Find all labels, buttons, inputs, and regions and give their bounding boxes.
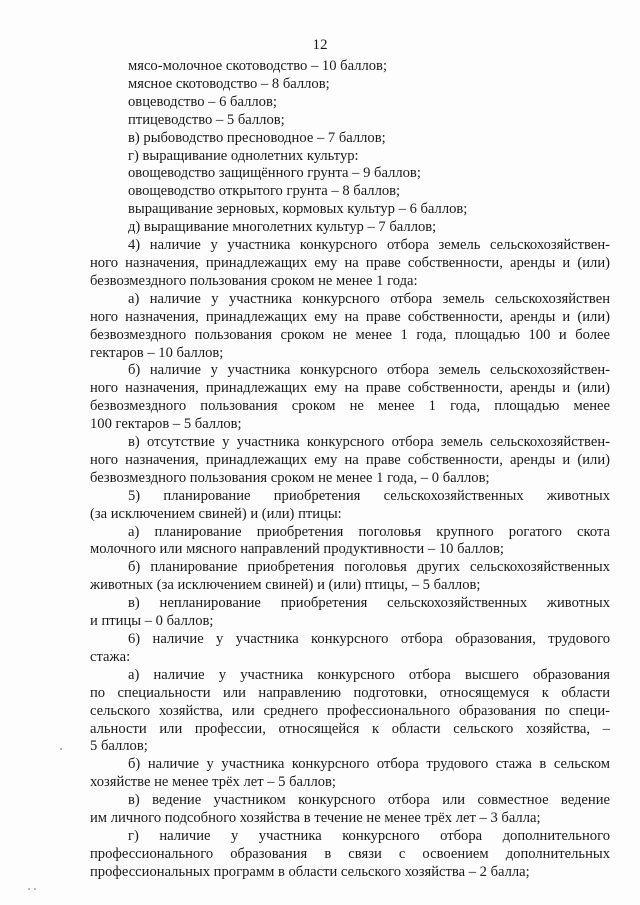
text-line: в) ведение участником конкурсного отбора или совместное ведение xyxy=(128,792,610,809)
text-line: альности или профессии, относящейся к области сельского хозяйства, – xyxy=(90,720,610,737)
text-line: молочного или мясного направлений продуктивности – 10 баллов; xyxy=(90,541,504,558)
text-line: по специальности или направлению подготовки, относящемуся к области xyxy=(90,684,610,701)
text-line: 4) наличие у участника конкурсного отбора земель сельскохозяйствен- xyxy=(128,237,610,254)
text-line: мясо-молочное скотоводство – 10 баллов; xyxy=(128,58,387,74)
text-line: ного назначения, принадлежащих ему на праве собственности, аренды и (или) xyxy=(90,254,610,271)
text-line: выращивание зерновых, кормовых культур – 6 баллов; xyxy=(128,201,468,218)
text-line: 5 баллов; xyxy=(90,738,148,755)
text-line: д) выращивание многолетних культур – 7 баллов; xyxy=(128,219,437,236)
scan-artifact xyxy=(34,888,36,890)
scan-artifact xyxy=(28,888,30,890)
text-line: профессиональных программ в области сельского хозяйства – 2 балла; xyxy=(90,863,530,880)
text-line: овощеводство открытого грунта – 8 баллов; xyxy=(128,183,401,200)
text-line: б) наличие у участника конкурсного отбора земель сельскохозяйствен- xyxy=(128,362,610,379)
text-line: птицеводство – 5 баллов; xyxy=(128,111,285,128)
text-line: б) планирование приобретения поголовья других сельскохозяйственных xyxy=(128,559,610,576)
text-line: ного назначения, принадлежащих ему на праве собственности, аренды и (или) xyxy=(90,308,610,325)
text-line: в) рыбоводство пресноводное – 7 баллов; xyxy=(128,129,386,146)
text-line: безвозмездного пользования сроком не менее 1 года, площадью 100 и более xyxy=(90,326,610,343)
text-line: в) непланирование приобретения сельскохозяйственных животных xyxy=(128,595,610,612)
text-line: сельского хозяйства, или среднего профессионального образования по специ- xyxy=(90,702,610,719)
text-line: ного назначения, принадлежащих ему на праве собственности, аренды и (или) xyxy=(90,451,610,468)
text-line: мясное скотоводство – 8 баллов; xyxy=(128,75,330,92)
text-line: безвозмездного пользования сроком не менее 1 года, площадью менее xyxy=(90,398,610,415)
scan-artifact xyxy=(60,748,62,750)
text-line: стажа: xyxy=(90,648,131,665)
text-line: овцеводство – 6 баллов; xyxy=(128,93,277,110)
text-line: безвозмездного пользования сроком не менее 1 года: xyxy=(90,272,418,289)
text-line: а) наличие у участника конкурсного отбора высшего образования xyxy=(128,666,610,683)
text-line: 5) планирование приобретения сельскохозяйственных животных xyxy=(128,487,610,504)
text-line: животных (за исключением свиней) и (или) птицы, – 5 баллов; xyxy=(90,577,481,594)
text-line: профессионального образования в связи с освоением дополнительных xyxy=(90,845,610,862)
text-line: б) наличие у участника конкурсного отбора трудового стажа в сельском xyxy=(128,756,610,773)
page-number: 12 xyxy=(312,37,328,53)
text-line: овощеводство защищённого грунта – 9 баллов; xyxy=(128,165,421,182)
document-body xyxy=(90,58,610,882)
text-line: в) отсутствие у участника конкурсного отбора земель сельскохозяйствен- xyxy=(128,434,610,451)
text-line: безвозмездного пользования сроком не менее 1 года, – 0 баллов; xyxy=(90,469,490,486)
text-line: и птицы – 0 баллов; xyxy=(90,613,214,630)
text-line: им личного подсобного хозяйства в течение не менее трёх лет – 3 балла; xyxy=(90,810,541,827)
text-line: (за исключением свиней) и (или) птицы: xyxy=(90,505,342,522)
text-line: а) наличие у участника конкурсного отбора земель сельскохозяйствен xyxy=(128,290,610,307)
text-line: а) планирование приобретения поголовья крупного рогатого скота xyxy=(128,523,610,540)
text-line: 100 гектаров – 5 баллов; xyxy=(90,416,242,433)
text-line: г) наличие у участника конкурсного отбора дополнительного xyxy=(128,827,610,844)
text-line: 6) наличие у участника конкурсного отбора образования, трудового xyxy=(128,631,610,647)
text-line: ного назначения, принадлежащих ему на праве собственности, аренды и (или) xyxy=(90,380,610,397)
text-line: г) выращивание однолетних культур: xyxy=(128,147,359,164)
text-line: гектаров – 10 баллов; xyxy=(90,344,224,361)
text-line: хозяйстве не менее трёх лет – 5 баллов; xyxy=(90,774,336,791)
